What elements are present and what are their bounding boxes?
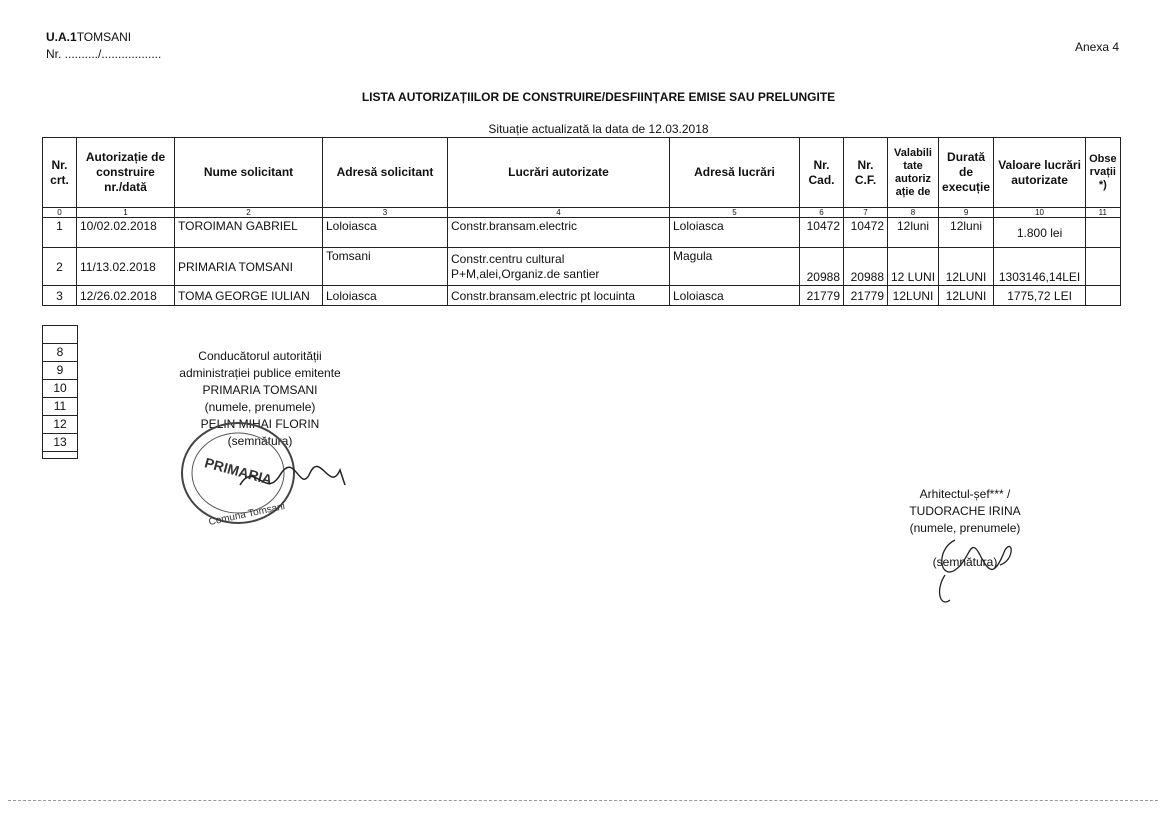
document-title: LISTA AUTORIZAȚIILOR DE CONSTRUIRE/DESFIINȚARE EMISE SAU PRELUNGITE [361, 90, 836, 104]
signature-caption: (semnătura) [227, 434, 293, 448]
registration-number: Nr. ........../.................. [46, 47, 162, 61]
cell-validity: 12luni [888, 218, 939, 248]
index-cell: 4 [448, 208, 670, 218]
col-header: Nr. crt. [43, 138, 77, 208]
cell-observations [1086, 218, 1121, 248]
index-cell: 7 [844, 208, 888, 218]
cell-nr: 3 [43, 286, 77, 306]
row-number: 13 [43, 433, 77, 451]
cell-authorization: 10/02.02.2018 [77, 218, 175, 248]
cell-cad: 10472 [800, 218, 844, 248]
cell-value: 1775,72 LEI [994, 286, 1086, 306]
table-row [43, 248, 1121, 286]
signer-role: Arhitectul-șef*** / [919, 487, 1011, 501]
ua-label: U.A.1 [46, 30, 77, 44]
col-header: Nume solicitant [175, 138, 323, 208]
cell-nr: 1 [43, 218, 77, 248]
index-cell: 6 [800, 208, 844, 218]
cell-cad: 20988 [800, 248, 844, 286]
document-subtitle: Situație actualizată la data de 12.03.2018 [488, 122, 709, 136]
cell-duration: 12LUNI [939, 286, 994, 306]
index-cell: 8 [888, 208, 939, 218]
index-cell: 5 [670, 208, 800, 218]
cell-applicant: TOMA GEORGE IULIAN [175, 286, 323, 306]
cell-cad: 21779 [800, 286, 844, 306]
cell-cf: 10472 [844, 218, 888, 248]
authorizations-table [42, 137, 1121, 306]
row-number: 9 [43, 361, 77, 379]
ua-name: TOMSANI [76, 30, 132, 44]
col-header: Valabili tate autoriz ație de [888, 138, 939, 208]
col-header: Adresă solicitant [323, 138, 448, 208]
header-row [43, 138, 1121, 208]
mayor-signature [235, 455, 355, 510]
row-number: 10 [43, 379, 77, 397]
table-row [43, 286, 1121, 306]
cell-works: Constr.bransam.electric pt locuinta [448, 286, 670, 306]
cell-works-address: Loloiasca [670, 218, 800, 248]
svg-text:Comuna Tomsani: Comuna Tomsani [207, 501, 286, 528]
cell-applicant-address: Loloiasca [323, 218, 448, 248]
cell-duration: 12luni [939, 218, 994, 248]
row-number: 12 [43, 415, 77, 433]
annex-label: Anexa 4 [1075, 40, 1120, 54]
blank-row [43, 451, 77, 458]
name-caption: (numele, prenumele) [909, 521, 1021, 535]
col-header: Nr. Cad. [800, 138, 844, 208]
signer-name: PELIN MIHAI FLORIN [200, 417, 320, 431]
cell-works: Constr.bransam.electric [448, 218, 670, 248]
col-header: Durată de execuție [939, 138, 994, 208]
cell-works-address: Magula [670, 248, 800, 286]
svg-text:PRIMARIA: PRIMARIA [203, 454, 275, 488]
cell-works-address: Loloiasca [670, 286, 800, 306]
col-header: Lucrări autorizate [448, 138, 670, 208]
cell-applicant: PRIMARIA TOMSANI [175, 248, 323, 286]
ua-header [46, 30, 131, 44]
col-header: Valoare lucrări autorizate [994, 138, 1086, 208]
col-header: Autorizație de construire nr./dată [77, 138, 175, 208]
index-cell: 1 [77, 208, 175, 218]
row-number: 11 [43, 397, 77, 415]
table-row [43, 218, 1121, 248]
row-number: 8 [43, 343, 77, 361]
index-cell: 2 [175, 208, 323, 218]
cell-cf: 20988 [844, 248, 888, 286]
index-cell: 0 [43, 208, 77, 218]
cell-authorization: 12/26.02.2018 [77, 286, 175, 306]
extra-row-numbers [42, 325, 78, 459]
name-caption: (numele, prenumele) [204, 400, 316, 414]
cell-works: Constr.centru cultural P+M,alei,Organiz.de santier [448, 248, 670, 286]
signer-role-cont: administrației publice emitente [179, 366, 341, 380]
cell-applicant-address: Loloiasca [323, 286, 448, 306]
cell-validity: 12 LUNI [888, 248, 939, 286]
index-cell: 11 [1086, 208, 1121, 218]
cell-value: 1.800 lei [994, 218, 1086, 248]
index-cell: 9 [939, 208, 994, 218]
cell-observations [1086, 286, 1121, 306]
index-row [43, 208, 1121, 218]
footer-rule [8, 800, 1158, 801]
signature-caption: (semnătura) [932, 555, 998, 569]
cell-observations [1086, 248, 1121, 286]
signer-institution: PRIMARIA TOMSANI [202, 383, 318, 397]
signer-name: TUDORACHE IRINA [909, 504, 1021, 518]
cell-applicant-address: Tomsani [323, 248, 448, 286]
signer-role: Conducătorul autorității [198, 349, 322, 363]
index-cell: 3 [323, 208, 448, 218]
cell-validity: 12LUNI [888, 286, 939, 306]
cell-duration: 12LUNI [939, 248, 994, 286]
cell-cf: 21779 [844, 286, 888, 306]
cell-nr: 2 [43, 248, 77, 286]
blank-row [43, 325, 77, 343]
index-cell: 10 [994, 208, 1086, 218]
cell-authorization: 11/13.02.2018 [77, 248, 175, 286]
col-header: Nr. C.F. [844, 138, 888, 208]
col-header: Obse rvații *) [1086, 138, 1121, 208]
cell-applicant: TOROIMAN GABRIEL [175, 218, 323, 248]
cell-value: 1303146,14LEI [994, 248, 1086, 286]
architect-signature [925, 530, 1025, 615]
col-header: Adresă lucrări [670, 138, 800, 208]
